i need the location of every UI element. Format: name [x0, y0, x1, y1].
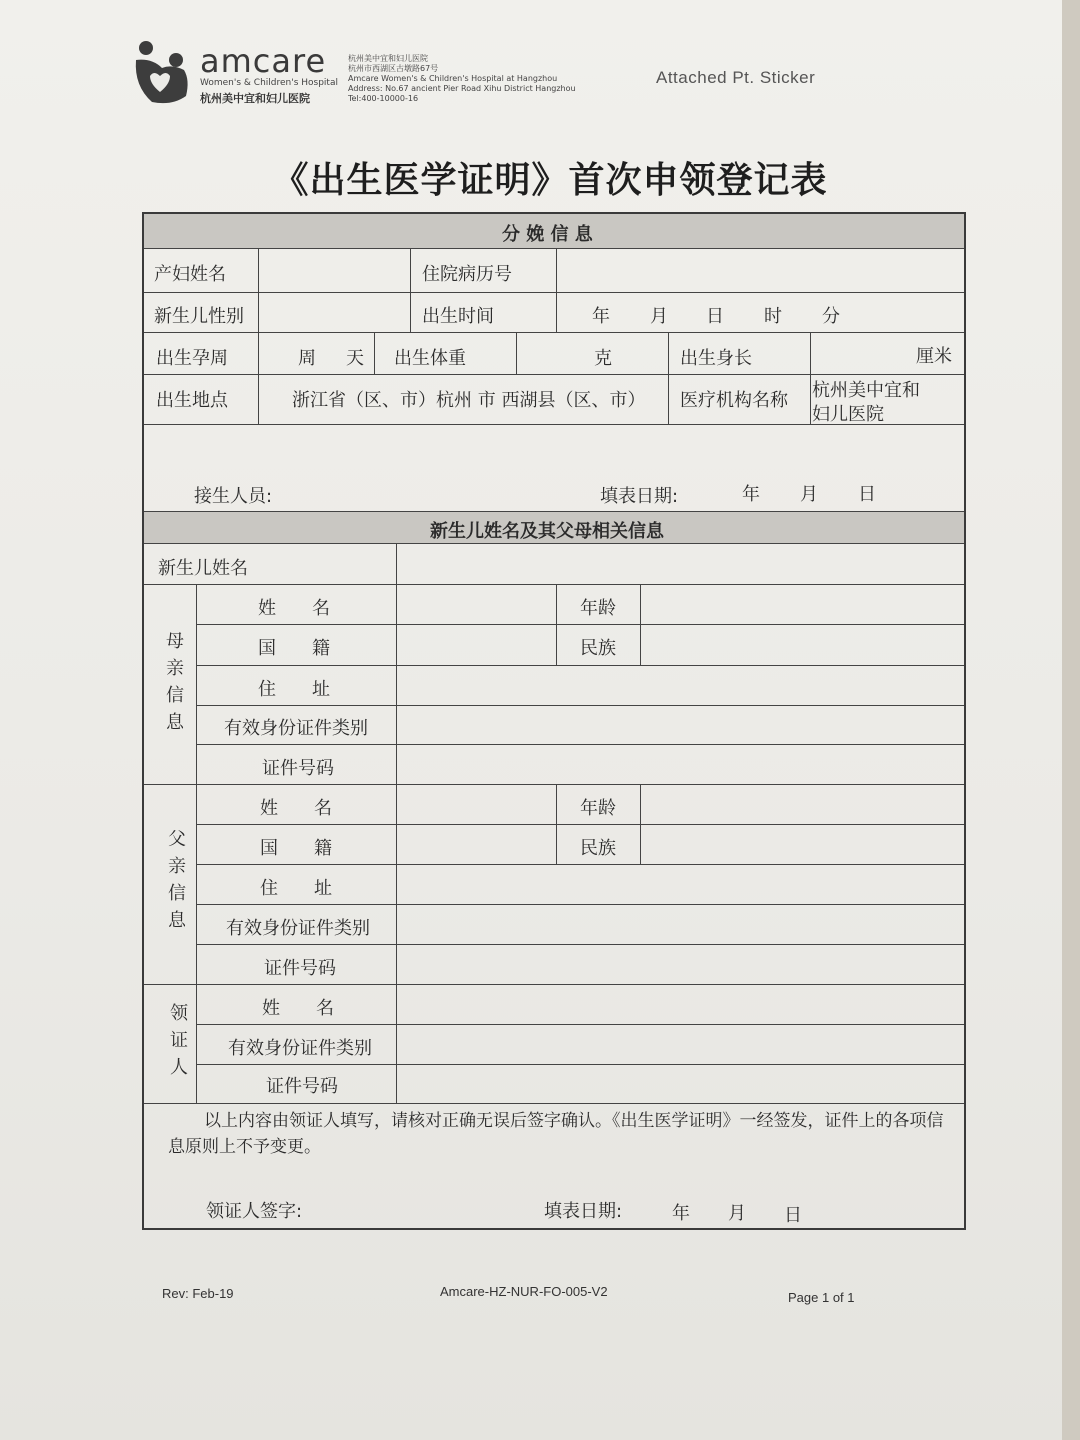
address-line: Amcare Women's & Children's Hospital at Hangzhou [348, 74, 558, 83]
mother-group-label: 母亲信息 [166, 631, 184, 733]
brand-chinese-name: 杭州美中宜和妇儿医院 [200, 92, 310, 105]
col-line [556, 248, 557, 332]
revision-label: Rev: Feb-19 [162, 1286, 234, 1301]
row-line [144, 784, 964, 785]
brand-subtitle: Women's & Children's Hospital [200, 78, 338, 88]
birth-weight-label: 出生体重 [394, 348, 466, 369]
brand-name: amcare [200, 42, 327, 80]
unit-month: 月 [800, 484, 818, 505]
confirmation-text: 以上内容由领证人填写，请核对正确无误后签字确认。《出生医学证明》一经签发，证件上的各项信息原则上不予变更。 [168, 1111, 944, 1157]
claimant-id-type-label: 有效身份证件类别 [228, 1038, 372, 1059]
registration-form [142, 212, 966, 1230]
mother-id-type-label: 有效身份证件类别 [224, 718, 368, 739]
row-line [196, 1064, 964, 1065]
address-line: 杭州市西湖区古墩路67号 [348, 64, 439, 73]
institution-label: 医疗机构名称 [680, 390, 788, 411]
row-line [196, 624, 964, 625]
patient-sticker-label: Attached Pt. Sticker [656, 68, 816, 87]
col-line [396, 543, 397, 1103]
unit-year: 年 [742, 484, 760, 505]
row-line [144, 292, 964, 293]
claimant-group-label: 领证人 [170, 1003, 188, 1078]
confirm-date-label: 填表日期: [544, 1201, 623, 1222]
baby-name-label: 新生儿姓名 [158, 558, 248, 579]
row-line [196, 1024, 964, 1025]
row-line [144, 374, 964, 375]
logo-family-icon [132, 40, 192, 106]
form-title: 《出生医学证明》首次申领登记表 [272, 159, 828, 201]
mother-nationality-label: 国 籍 [258, 638, 330, 659]
row-line [144, 1103, 964, 1104]
claimant-name-label: 姓 名 [262, 998, 334, 1019]
father-nationality-label: 国 籍 [260, 838, 332, 859]
unit-minute: 分 [822, 306, 840, 327]
address-line: 杭州美中宜和妇儿医院 [348, 54, 428, 63]
address-line: Address: No.67 ancient Pier Road Xihu District Hangzhou [348, 84, 576, 93]
row-line [196, 744, 964, 745]
col-line [258, 248, 259, 424]
father-name-label: 姓 名 [260, 798, 332, 819]
mother-ethnicity-label: 民族 [580, 638, 616, 659]
row-line [144, 543, 964, 544]
birth-length-label: 出生身长 [680, 348, 752, 369]
father-id-no-label: 证件号码 [264, 958, 336, 979]
paper-edge [1062, 0, 1080, 1440]
mother-address-label: 住 址 [258, 679, 330, 700]
row-line [196, 904, 964, 905]
unit-day: 天 [346, 348, 364, 369]
birth-place-value: 浙江省（区、市）杭州 市 西湖县（区、市） [292, 390, 646, 411]
unit-day: 日 [784, 1205, 802, 1226]
delivery-section-title: 分 娩 信 息 [502, 224, 593, 245]
mother-id-no-label: 证件号码 [262, 758, 334, 779]
unit-year: 年 [592, 306, 610, 327]
page-number: Page 1 of 1 [788, 1290, 855, 1305]
baby-sex-label: 新生儿性别 [154, 306, 244, 327]
row-line [196, 705, 964, 706]
col-line [410, 248, 411, 332]
unit-centimeter: 厘米 [916, 346, 952, 367]
fill-date-label: 填表日期: [600, 486, 679, 507]
col-line [810, 332, 811, 424]
mother-name-label: 姓 名 [258, 598, 330, 619]
family-section-title: 新生儿姓名及其父母相关信息 [430, 521, 664, 542]
unit-day: 日 [706, 306, 724, 327]
birth-place-label: 出生地点 [156, 390, 228, 411]
father-group-label: 父亲信息 [168, 829, 186, 931]
unit-day: 日 [858, 484, 876, 505]
unit-hour: 时 [764, 306, 782, 327]
hospital-address-block [348, 54, 576, 104]
row-line [144, 248, 964, 249]
unit-gram: 克 [594, 348, 612, 369]
father-age-label: 年龄 [580, 798, 616, 819]
claimant-id-no-label: 证件号码 [266, 1076, 338, 1097]
col-line [668, 332, 669, 424]
claimant-signature-label: 领证人签字: [206, 1201, 303, 1222]
hospital-logo [132, 40, 338, 110]
unit-year: 年 [672, 1203, 690, 1224]
row-line [196, 864, 964, 865]
row-line [196, 665, 964, 666]
col-line [374, 332, 375, 374]
row-line [144, 511, 964, 512]
row-line [144, 584, 964, 585]
birth-time-label: 出生时间 [422, 306, 494, 327]
father-address-label: 住 址 [260, 878, 332, 899]
father-id-type-label: 有效身份证件类别 [226, 918, 370, 939]
row-line [144, 984, 964, 985]
unit-month: 月 [650, 306, 668, 327]
institution-value: 妇儿医院 [812, 404, 884, 425]
row-line [196, 944, 964, 945]
institution-value: 杭州美中宜和 [812, 380, 920, 401]
address-line: Tel:400-10000-16 [348, 94, 419, 103]
col-line [516, 332, 517, 374]
mother-age-label: 年龄 [580, 598, 616, 619]
unit-week: 周 [298, 348, 316, 369]
row-line [144, 332, 964, 333]
mother-name-label: 产妇姓名 [154, 264, 226, 285]
row-line [196, 824, 964, 825]
unit-month: 月 [728, 1203, 746, 1224]
record-no-label: 住院病历号 [422, 264, 512, 285]
document-code: Amcare-HZ-NUR-FO-005-V2 [440, 1284, 608, 1299]
gestation-label: 出生孕周 [156, 348, 228, 369]
father-ethnicity-label: 民族 [580, 838, 616, 859]
col-line [196, 584, 197, 1103]
midwife-label: 接生人员: [194, 486, 273, 507]
